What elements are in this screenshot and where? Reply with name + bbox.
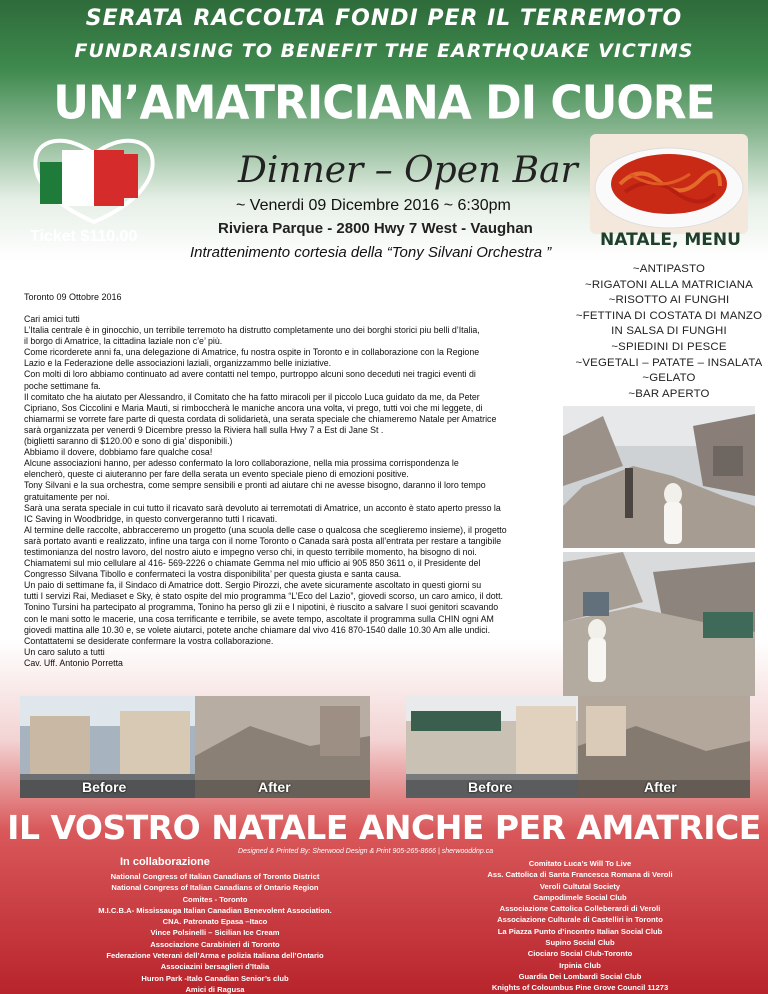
list-item: CNA. Patronato Epasa –Itaco [162,917,268,927]
earthquake-photo-pope-ruins [563,552,755,696]
letter-date: Toronto 09 Ottobre 2016 [24,292,122,302]
letter-line: il borgo di Amatrice, la cittadina laziale non c’e’ più. [24,336,223,347]
list-item: Ciociaro Social Club-Toronto [527,949,633,959]
event-venue: Riviera Parque - 2800 Hwy 7 West - Vaughan [218,220,533,237]
letter-line: Lazio e la Federazione delle associazioni laziali, organizzammo belle iniziative. [24,358,332,369]
list-item: Amici di Ragusa [185,984,245,994]
event-heading: Dinner – Open Bar [238,150,578,191]
list-item: Associazione Culturale di Castelliri in Toronto [497,915,663,925]
menu-title: NATALE, MENU [600,230,741,250]
list-item: Huron Park -Italo Canadian Senior’s club [141,973,289,983]
menu-item: ~VEGETALI – PATATE – INSALATA [575,356,763,369]
letter-line: (biglietti saranno di $120.00 e sono di gia’ disponibili.) [24,436,233,447]
menu-item: ~RIGATONI ALLA MATRICIANA [585,278,753,291]
letter-line: Un caro saluto a tutti [24,646,105,657]
collaborators-right-list [420,858,740,994]
list-item: Ass. Cattolica di Santa Francesca Romana di Veroli [487,870,673,880]
letter-line: Sarà una serata speciale in cui tutto il ricavato sarà devoluto ai terremotati di Amatrice, un acconto è stato aperto presso la [24,502,501,513]
list-item: Guardia Dei Lombardi Social Club [518,971,642,981]
header-line-2: FUNDRAISING TO BENEFIT THE EARTHQUAKE VICTIMS [74,40,694,62]
letter-line: testimonianza del nostro lavoro, del nostro aiuto e impegno verso chi, in questo terribile momento, ha bisogno di noi. [24,546,477,557]
menu-list [560,262,768,402]
list-item: National Congress of Italian Canadians of Toronto District [110,872,320,881]
letter-line: Contattatemi se desiderate confermare la vostra collaborazione. [24,635,274,646]
letter-line: giovedi mattina alle 10.30 e, se volete aiutarci, potete anche chiamare dal vivo 416 870-1540 dalle 10.30 Am alle undici. [24,624,491,635]
list-item: Campodimele Social Club [533,892,627,902]
list-item: Comitato Luca’s Will To Live [528,859,632,868]
flag-green [40,162,62,204]
list-item: La Piazza Punto d’incontro Italian Social Club [497,926,663,936]
header-line-1: SERATA RACCOLTA FONDI PER IL TERREMOTO [85,6,683,31]
event-entertainment: Intrattenimento cortesia della “Tony Silvani Orchestra ” [190,244,552,261]
letter-line: Chiamatemi sul mio cellulare al 416- 569-2226 o chiamate Gemma nel mio ufficio ai 905 850 3611 o, il Presidente del [24,558,481,569]
letter-line: sarà organizzata per venerdi 9 Dicembre presso la Riviera hall sulla Hwy 7 a Est di Jane St . [24,424,384,435]
collaboration-heading: In collaborazione [120,856,210,868]
before-label: Before [82,779,127,795]
event-date: ~ Venerdi 09 Dicembre 2016 ~ 6:30pm [236,197,511,214]
list-item: Irpinia Club [559,960,601,970]
letter-line: tutti I servizi Rai, Mediaset e Sky, è stato ospite del mio programma “L’Eco del Lazio”, giovedi scorso, un caro amico, il dott. [24,591,503,602]
list-item: Associazione Cattolica Colleberardi di Veroli [499,904,661,914]
letter-line: Cipriano, Sos Ciccolini e Maria Mauti, si rimboccherà le maniche ancora una volta, vi prego, tutti voi che mi leggete, di [24,402,483,413]
after-label: After [644,779,677,795]
letter-line: L’Italia centrale è in ginocchio, un terribile terremoto ha distrutto completamente uno dei borghi storici piu belli d’Italia, [24,325,480,336]
list-item: Federazione Veterani dell’Arma e polizia Italiana dell’Ontario [106,951,324,961]
bottom-title: IL VOSTRO NATALE ANCHE PER AMATRICE [7,808,761,847]
ticket-price: Ticket $110.00 [30,228,138,245]
letter-line: Come ricorderete anni fa, una delegazione di Amatrice, fu nostra ospite in Toronto e in collaborazione con la Regione [24,347,480,358]
italian-flag-heart-logo [28,132,160,230]
letter-line: gratuitamente per noi. [24,491,110,502]
letter-line: elencherò, queste ci aiuteranno per fare della serata un evento speciale pieno di emozioni positive. [24,469,409,480]
list-item: National Congress of Italian Canadians of Ontario Region [111,883,319,893]
list-item: Associazione Carabinieri di Toronto [150,939,280,949]
menu-item: ~RISOTTO AI FUNGHI [608,294,730,307]
letter-line: Alcune associazioni hanno, per adesso confermato la loro collaborazione, nella mia prossima corrispondenza le [24,458,459,469]
menu-item: ~FETTINA DI COSTATA DI MANZO [575,309,763,322]
letter-line: Il comitato che ha aiutato per Alessandro, il Comitato che ha fatto miracoli per il piccolo Luca guidato da me, da Peter [24,391,480,402]
menu-item: ~GELATO [642,372,696,385]
letter-line: sarà portato avanti e realizzato, infine una targa con il nome Toronto o Canada sarà posta all’entrata per restare a tangibile [24,535,502,546]
page-title: UN’AMATRICIANA DI CUORE [53,76,715,131]
menu-item: ~ANTIPASTO [632,263,706,275]
list-item: M.I.C.B.A- Mississauga Italian Canadian Benevolent Association. [98,905,332,915]
letter-line: Cav. Uff. Antonio Porretta [24,657,123,668]
letter-line: Abbiamo il dovere, dobbiamo fare qualche cosa! [24,447,213,458]
before-label: Before [468,779,513,795]
menu-item: IN SALSA DI FUNGHI [611,325,727,338]
list-item: Vince Polsinelli – Sicilian Ice Cream [150,928,280,938]
letter-line: con le mani sotto le macerie, una cosa terrificante e terribile, se avete tempo, ascoltate il programma sulla CHIN ogni AM [24,613,494,624]
letter-line: Congresso Silvana Tibollo e confermateci la vostra disponibilita’ per questa giusta e santa causa. [24,569,402,580]
menu-item: ~BAR APERTO [628,387,710,400]
letter-line: IC Saving in Woodbridge, in questo convergeranno tutti I ricavati. [24,513,278,524]
before-after-labels-2 [406,696,750,798]
collaborators-left-list [70,871,360,994]
letter-line: Tony Silvani e la sua orchestra, come sempre sensibili e pronti ad aiutare chi ne avesse bisogno, daranno il loro tempo [24,480,486,491]
letter-line: Cari amici tutti [24,314,80,324]
letter-line: chiamarmi se vorrete fare parte di questa cordata di solidarietà, una serata speciale che chiameremo Natale per Amatrice [24,413,497,424]
letter-line: Al termine delle raccolte, abbracceremo un progetto (una scuola delle case o qualcosa che sceglieremo insieme), il progetto [24,524,507,535]
design-credit: Designed & Printed By: Sherwood Design & Print 905-265-8666 | sherwooddnp.ca [238,848,494,855]
after-label: After [258,779,291,795]
earthquake-photo-pope-street [563,406,755,548]
letter-line: Con molti di loro abbiamo continuato ad avere contatti nel tempo, purtroppo alcuni sono deceduti nei tragici eventi di [24,369,476,380]
letter-line: Tonino Tursini ha partecipato al programma, Tonino ha perso gli zii e I nipotini, è riuscito a salvare I suoi genitori scavando [24,602,499,613]
pasta-photo [590,134,748,234]
menu-item: ~SPIEDINI DI PESCE [611,340,727,353]
letter-line: poche settimane fa. [24,380,101,391]
list-item: Veroli Cultutal Society [539,881,621,891]
letter-line: Un paio di settimane fa, il Sindaco di Amatrice dott. Sergio Pirozzi, che avete sicuramente ascoltato in questi giorni su [24,580,482,591]
list-item: Knights of Coloumbus Pine Grove Council 11273 [491,983,669,993]
list-item: Comites - Toronto [182,894,248,904]
list-item: Associazini bersaglieri d’Italia [160,962,270,972]
letter-body [24,314,544,669]
before-after-labels-1 [20,696,370,798]
list-item: Supino Social Club [545,938,615,948]
